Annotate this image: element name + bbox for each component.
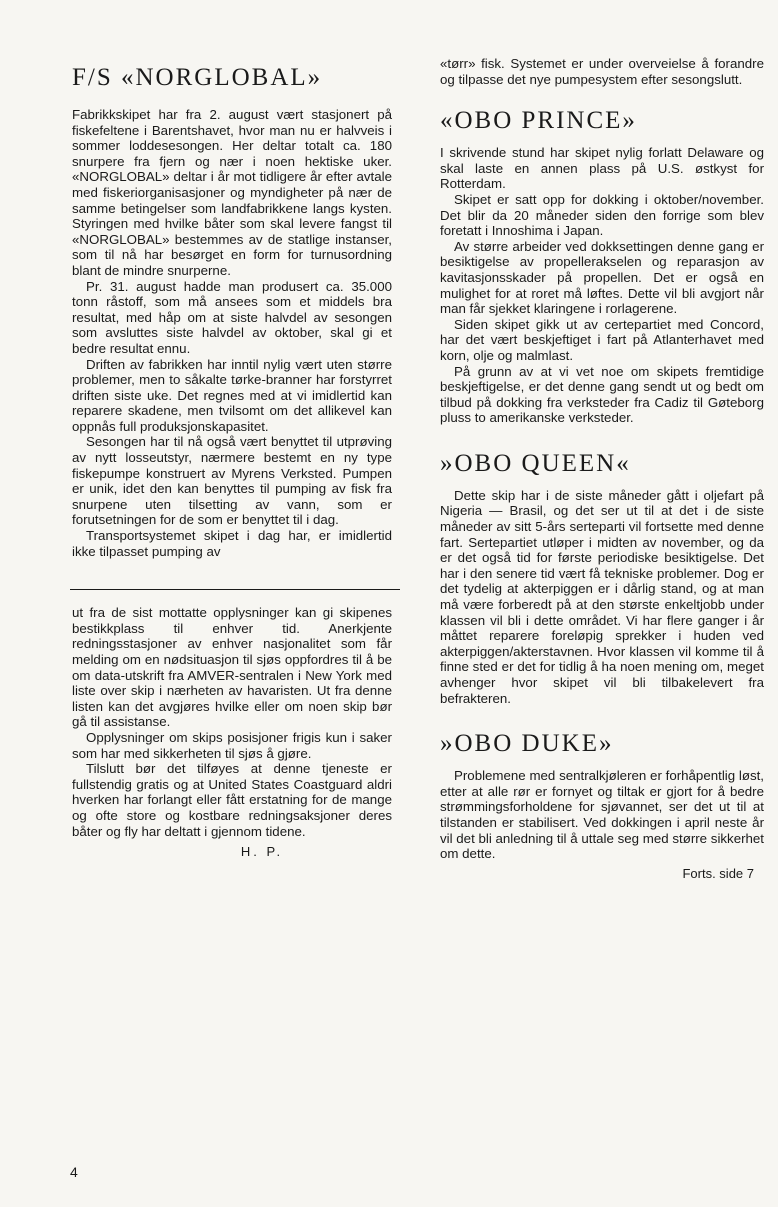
paragraph: Siden skipet gikk ut av certepartiet med Concord, har det vært beskjeftiget i fart på Atlanterhavet med korn, olje og malmlast. (440, 316, 764, 363)
section-obo-queen (440, 450, 764, 706)
author-signature: H. P. (240, 844, 284, 860)
left-column (72, 56, 392, 859)
paragraph: Transportsystemet skipet i dag har, er imidlertid ikke tilpasset pumping av (72, 528, 392, 559)
section-obo-prince (440, 107, 764, 426)
paragraph: På grunn av at vi vet noe om skipets fremtidige beskjeftigelse, er det denne gang sendt ut og bedt om tilbud på dokking fra verksteder fra Cadiz til Gøteborg pluss to amerikanske verksteder. (440, 363, 764, 426)
paragraph: ut fra de sist mottatte opplysninger kan gi skipenes bestikkplass til enhver tid. Anerkjente redningsstasjoner av enhver nasjonalitet som får melding om en nødsituasjon til sjøs oppfordres til å be om data-utskrift fra AMVER-sentralen i New York med liste over skip i nærheten av havaristen. Ut fra denne listen kan det avgjøres hvilke eller om noen skip bør gå til assistanse. (72, 605, 392, 730)
norglobal-body (72, 107, 392, 559)
article-title-norglobal: F/S «NORGLOBAL» (72, 64, 323, 91)
paragraph: I skrivende stund har skipet nylig forlatt Delaware og skal laste en annen plass på U.S. østkyst for Rotterdam. (440, 145, 764, 192)
section-title-obo-queen: »OBO QUEEN« (440, 449, 631, 477)
paragraph: Fabrikkskipet har fra 2. august vært stasjonert på fiskefeltene i Barentshavet, hvor man nu er halvveis i sommer loddesesongen. Her deltar totalt ca. 180 snurpere fra fjern og nær i noen hektiske uker. «NORGLOBAL» deltar i år mot tidligere år efter avtale med fiskeriorganisasjoner og myndigheter på nær de samme betingelser som landfabrikkene langs kysten. Styringen med hvilke båter som skal levere fangst til «NORGLOBAL» bestemmes av de statlige instanser, som til nå har besørget en form for turnusordning blant de mindre snurperne. (72, 107, 392, 278)
paragraph: Av større arbeider ved dokksettingen denne gang er besiktigelse av propellerakselen og reparasjon av kavitasjonsskader på propellen. Det er også en mulighet for at roret må løftes. Dette vil bli avgjort når man får sjekket klaringene i rorlagerene. (440, 238, 764, 317)
section-obo-duke (440, 730, 764, 862)
paragraph: Dette skip har i de siste måneder gått i oljefart på Nigeria — Brasil, og det ser ut til at det i de siste måneder av sitt 5-års serteparti vil fortsette med denne fart. Sertepartiet utløper i midten av november, og da er det også tid for første periodiske besiktigelse. Det har i den senere tid vært få tekniske problemer. Dog er det tydelig at akterpiggen er i dårlig stand, og at man må være forberedt på at den største enkeltjobb under klassen vil bli i dette området. Vi har flere ganger i år måttet reparere foreløpig sprekker i huden ved akterpiggen/akterstavnen. Hvor klassen vil komme til å finne sted er det for tidlig å ha noen mening om, meget avhenger hvor skipet vil bli tilbakelevert fra befrakteren. (440, 487, 764, 706)
paragraph: Problemene med sentralkjøleren er forhåpentlig løst, etter at alle rør er fornyet og tiltak er gjort for å bedre strømmingsforholdene for sjøvannet, ser det ut til at tilstanden er stabilisert. Ved dokkingen i april neste år vil det bli anledning til å uttale seg med større sikkerhet om dette. (440, 768, 764, 862)
section-title-obo-duke: »OBO DUKE» (440, 730, 614, 758)
amver-article-continuation (72, 605, 392, 839)
paragraph: Opplysninger om skips posisjoner frigis kun i saker som har med sikkerheten til sjøs å gjøre. (72, 729, 392, 761)
section-divider (70, 589, 400, 590)
norglobal-continuation: «tørr» fisk. Systemet er under overveielse å forandre og tilpasse det nye pumpesystem efter sesongslutt. (440, 56, 764, 87)
paragraph: Tilslutt bør det tilføyes at denne tjeneste er fullstendig gratis og at United States Coastguard aldri hverken har forlangt eller fått erstatning for de mange og ofte store og kostbare redningsaksjoner deres båter og fly har deltatt i gjennom tidene. (72, 761, 392, 839)
section-title-obo-prince: «OBO PRINCE» (440, 107, 637, 135)
paragraph: Sesongen har til nå også vært benyttet til utprøving av nytt losseutstyr, nærmere bestemt en ny type fiskepumpe konstruert av Myrens Verksted. Pumpen er unik, idet den kan benyttes til pumping av fisk fra snurpene uten tilsetting av vann, som er forutsetningen for de som er benyttet til i dag. (72, 434, 392, 528)
paragraph: Driften av fabrikken har inntil nylig vært uten større problemer, men to såkalte tørke-branner har forstyrret driften siste uke. Det regnes med at vi imidlertid kan reparere skadene, men tvilsomt om det allikevel kan oppnås full produksjonskapasitet. (72, 356, 392, 434)
paragraph: Skipet er satt opp for dokking i oktober/november. Det blir da 20 måneder siden den forrige som blev foretatt i Innoshima i Japan. (440, 191, 764, 239)
right-column (440, 56, 764, 881)
page-number: 4 (70, 1164, 78, 1180)
paragraph: Pr. 31. august hadde man produsert ca. 35.000 tonn råstoff, som må ansees som et middels bra resultat, med håp om at siste halvdel av sesongen som avsluttes siste halvdel av oktober, skal gi et bedre resultat ennu. (72, 278, 392, 356)
continued-on-page: Forts. side 7 (682, 865, 754, 881)
